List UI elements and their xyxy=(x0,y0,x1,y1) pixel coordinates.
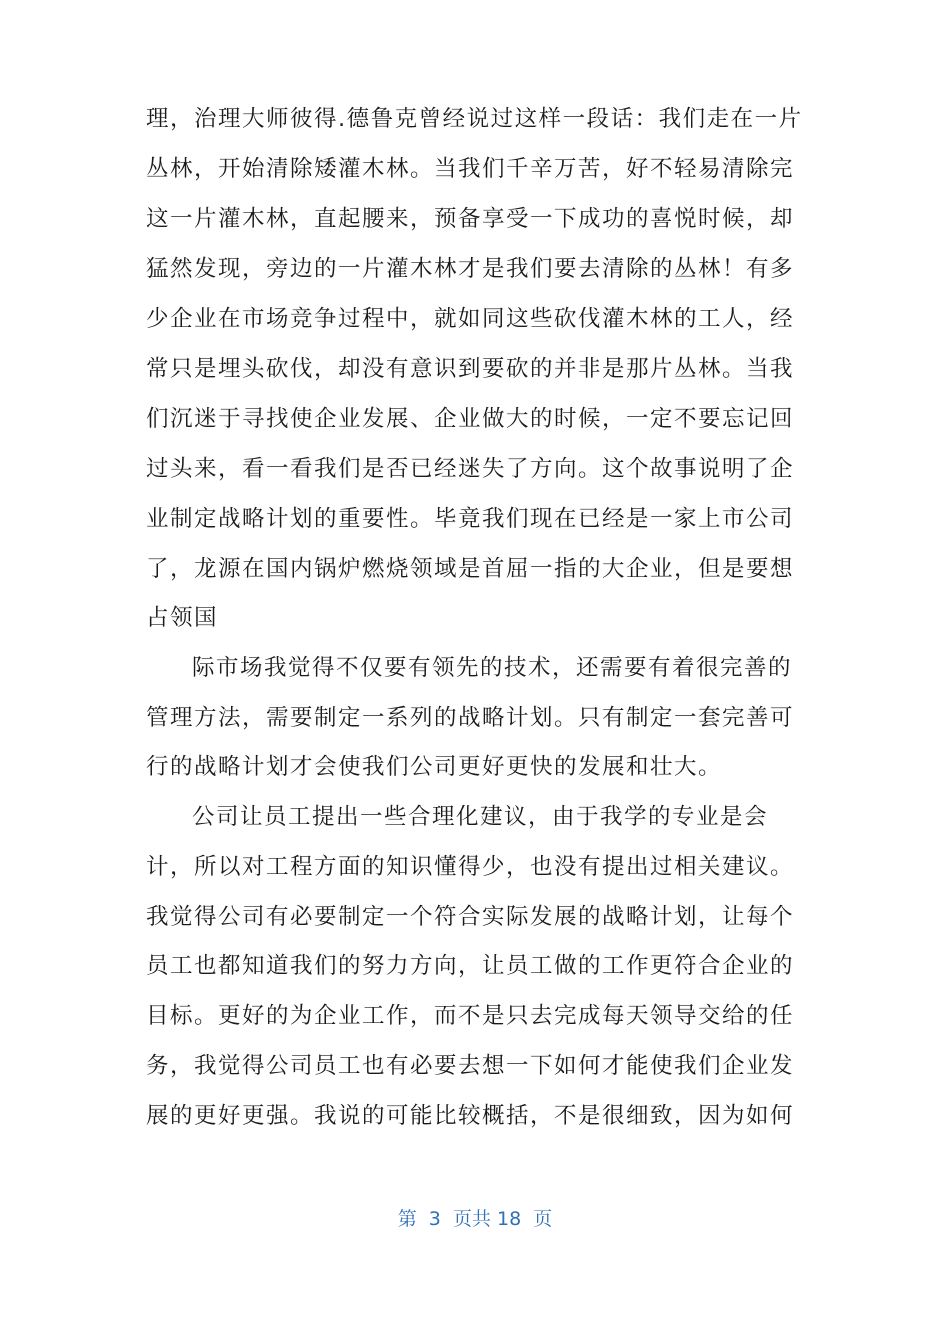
text-line: 务，我觉得公司员工也有必要去想一下如何才能使我们企业发 xyxy=(146,1053,795,1079)
text-line: 常只是埋头砍伐，却没有意识到要砍的并非是那片丛林。当我 xyxy=(146,356,795,382)
text-line: 少企业在市场竞争过程中，就如同这些砍伐灌木林的工人，经 xyxy=(146,306,795,332)
page-number-footer: 第 3 页共 18 页 xyxy=(397,1208,553,1230)
text-line: 我觉得公司有必要制定一个符合实际发展的战略计划，让每个 xyxy=(146,904,795,930)
text-line: 这一片灌木林，直起腰来，预备享受一下成功的喜悦时候，却 xyxy=(146,206,795,232)
text-line: 理，治理大师彼得.德鲁克曾经说过这样一段话：我们走在一片 xyxy=(146,106,803,132)
text-line: 过头来，看一看我们是否已经迷失了方向。这个故事说明了企 xyxy=(146,456,795,482)
text-line: 员工也都知道我们的努力方向，让员工做的工作更符合企业的 xyxy=(146,953,795,979)
text-line: 占领国 xyxy=(146,605,219,631)
text-line: 了，龙源在国内锅炉燃烧领域是首屈一指的大企业，但是要想 xyxy=(146,556,795,582)
text-line: 管理方法，需要制定一系列的战略计划。只有制定一套完善可 xyxy=(146,705,795,731)
text-line: 计，所以对工程方面的知识懂得少，也没有提出过相关建议。 xyxy=(146,854,795,880)
text-line: 们沉迷于寻找使企业发展、企业做大的时候，一定不要忘记回 xyxy=(146,406,795,432)
text-line: 业制定战略计划的重要性。毕竟我们现在已经是一家上市公司 xyxy=(146,506,795,532)
text-line: 目标。更好的为企业工作，而不是只去完成每天领导交给的任 xyxy=(146,1003,795,1029)
text-line: 行的战略计划才会使我们公司更好更快的发展和壮大。 xyxy=(146,754,723,780)
text-line: 丛林，开始清除矮灌木林。当我们千辛万苦，好不轻易清除完 xyxy=(146,156,795,182)
text-line: 猛然发现，旁边的一片灌木林才是我们要去清除的丛林！有多 xyxy=(146,256,795,282)
text-line: 际市场我觉得不仅要有领先的技术，还需要有着很完善的 xyxy=(192,655,793,681)
text-line: 展的更好更强。我说的可能比较概括，不是很细致，因为如何 xyxy=(146,1103,795,1129)
text-line: 公司让员工提出一些合理化建议，由于我学的专业是会 xyxy=(192,804,769,830)
